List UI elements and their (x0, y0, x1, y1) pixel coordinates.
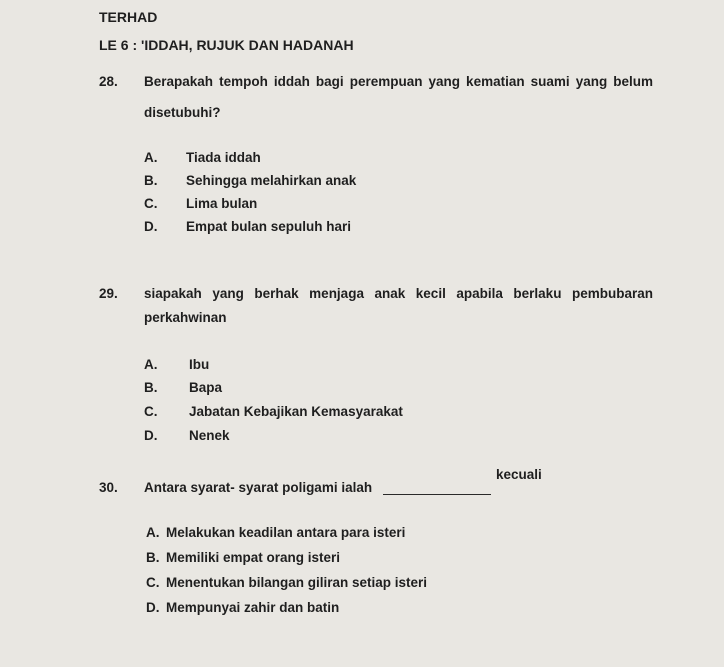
q29-option-c-text: Jabatan Kebajikan Kemasyarakat (189, 404, 403, 419)
restricted-label: TERHAD (99, 9, 158, 25)
q29-option-b-letter: B. (144, 380, 158, 395)
q28-option-d-text: Empat bulan sepuluh hari (186, 219, 352, 234)
q30-option-a-text: Melakukan keadilan antara para isteri (166, 525, 406, 540)
q29-option-c-letter: C. (144, 404, 158, 419)
q28-option-c-text: Lima bulan (186, 196, 258, 211)
question-29-text-line1: siapakah yang berhak menjaga anak kecil apabila berlaku pembubaran (144, 286, 653, 301)
q30-option-a-letter: A. (146, 525, 160, 540)
q29-option-d-letter: D. (144, 428, 158, 443)
q28-option-d-letter: D. (144, 219, 158, 234)
q29-option-a-text: Ibu (189, 357, 210, 372)
q30-option-b-text: Memiliki empat orang isteri (166, 550, 341, 565)
question-29-number: 29. (99, 286, 118, 301)
q29-option-b-text: Bapa (189, 380, 223, 395)
question-28-number: 28. (99, 74, 118, 89)
q29-option-a-letter: A. (144, 357, 158, 372)
q28-option-b-text: Sehingga melahirkan anak (186, 173, 357, 188)
q28-option-b-letter: B. (144, 173, 158, 188)
q28-option-c-letter: C. (144, 196, 158, 211)
question-29-text-line2: perkahwinan (144, 310, 227, 325)
q28-option-a-letter: A. (144, 150, 158, 165)
q28-option-a-text: Tiada iddah (186, 150, 261, 165)
q29-option-d-text: Nenek (189, 428, 230, 443)
question-30-text: Antara syarat- syarat poligami ialah (144, 480, 373, 495)
q30-option-c-letter: C. (146, 575, 160, 590)
question-28-text-line1: Berapakah tempoh iddah bagi perempuan yang kematian suami yang belum (144, 74, 653, 89)
q30-option-b-letter: B. (146, 550, 160, 565)
q30-option-d-letter: D. (146, 600, 160, 615)
answer-blank (383, 494, 491, 495)
q30-option-c-text: Menentukan bilangan giliran setiap isteri (166, 575, 428, 590)
question-28-text-line2: disetubuhi? (144, 105, 221, 120)
chapter-title: LE 6 : 'IDDAH, RUJUK DAN HADANAH (99, 37, 354, 53)
question-30-number: 30. (99, 480, 118, 495)
question-30-exception: kecuali (496, 467, 542, 482)
q30-option-d-text: Mempunyai zahir dan batin (166, 600, 340, 615)
